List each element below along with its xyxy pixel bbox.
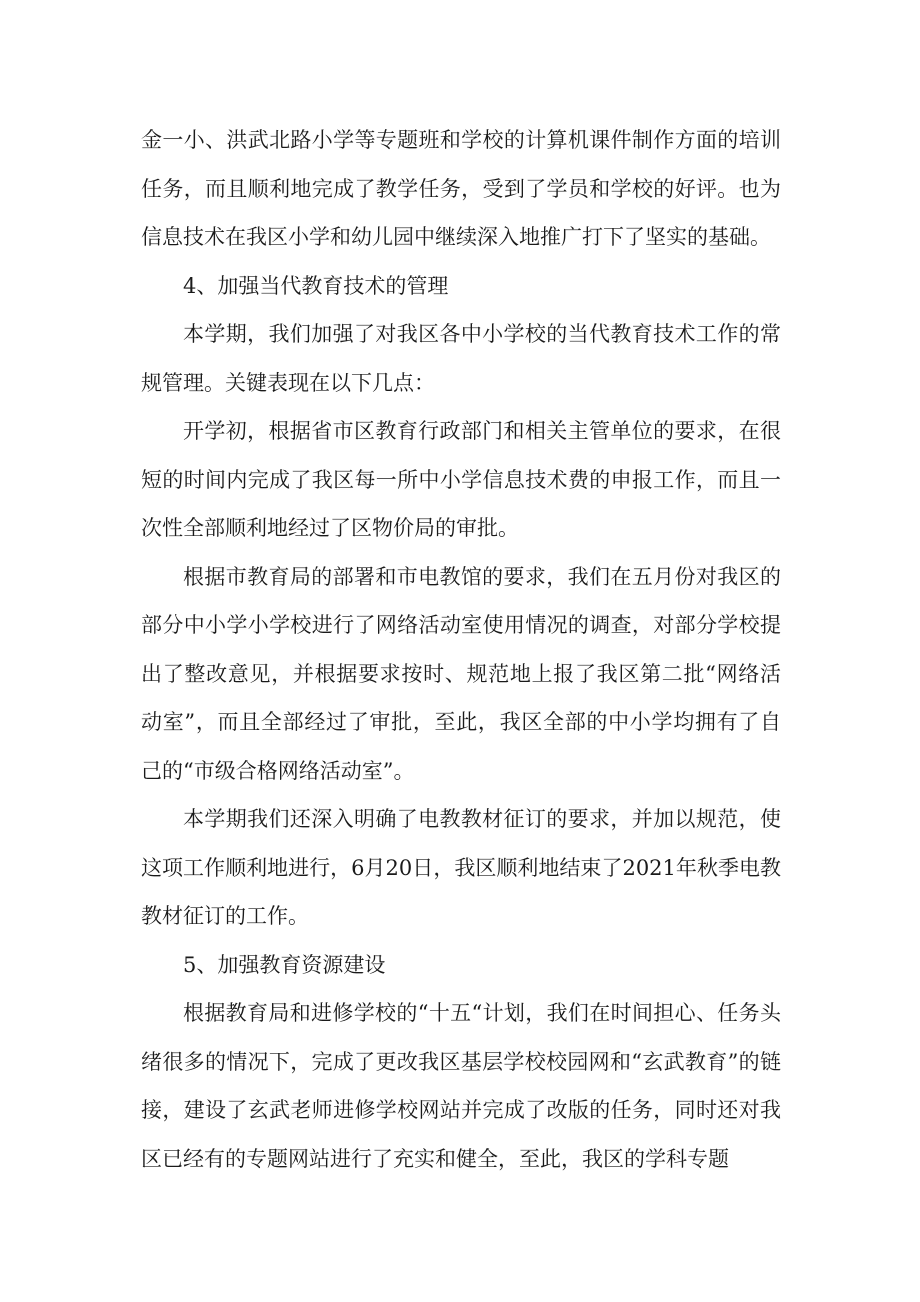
document-body	[141, 116, 781, 1183]
paragraph-4: 根据市教育局的部署和市电教馆的要求，我们在五月份对我区的部分中小学小学校进行了网络活动室使用情况的调查，对部分学校提出了整改意见，并根据要求按时、规范地上报了我区第二批“网络活动室”，而且全部经过了审批，至此，我区全部的中小学均拥有了自己的“市级合格网络活动室”。	[141, 564, 781, 783]
section-heading-4: 4、加强当代教育技术的管理	[183, 273, 449, 298]
section-heading-5: 5、加强教育资源建设	[183, 952, 386, 977]
paragraph-2: 本学期，我们加强了对我区各中小学校的当代教育技术工作的常规管理。关键表现在以下几点：	[141, 322, 781, 395]
paragraph-3: 开学初，根据省市区教育行政部门和相关主管单位的要求，在很短的时间内完成了我区每一所中小学信息技术费的申报工作，而且一次性全部顺利地经过了区物价局的审批。	[141, 419, 781, 540]
paragraph-6: 根据教育局和进修学校的“十五“计划，我们在时间担心、任务头绪很多的情况下，完成了更改我区基层学校校园网和“玄武教育”的链接，建设了玄武老师进修学校网站并完成了改版的任务，同时还对我区已经有的专题网站进行了充实和健全，至此，我区的学科专题	[141, 1001, 781, 1171]
paragraph-1: 金一小、洪武北路小学等专题班和学校的计算机课件制作方面的培训任务，而且顺利地完成了教学任务，受到了学员和学校的好评。也为信息技术在我区小学和幼儿园中继续深入地推广打下了坚实的基础。	[141, 128, 781, 249]
paragraph-5: 本学期我们还深入明确了电教教材征订的要求，并加以规范，使这项工作顺利地进行，6月20日，我区顺利地结束了2021年秋季电教教材征订的工作。	[141, 807, 781, 928]
